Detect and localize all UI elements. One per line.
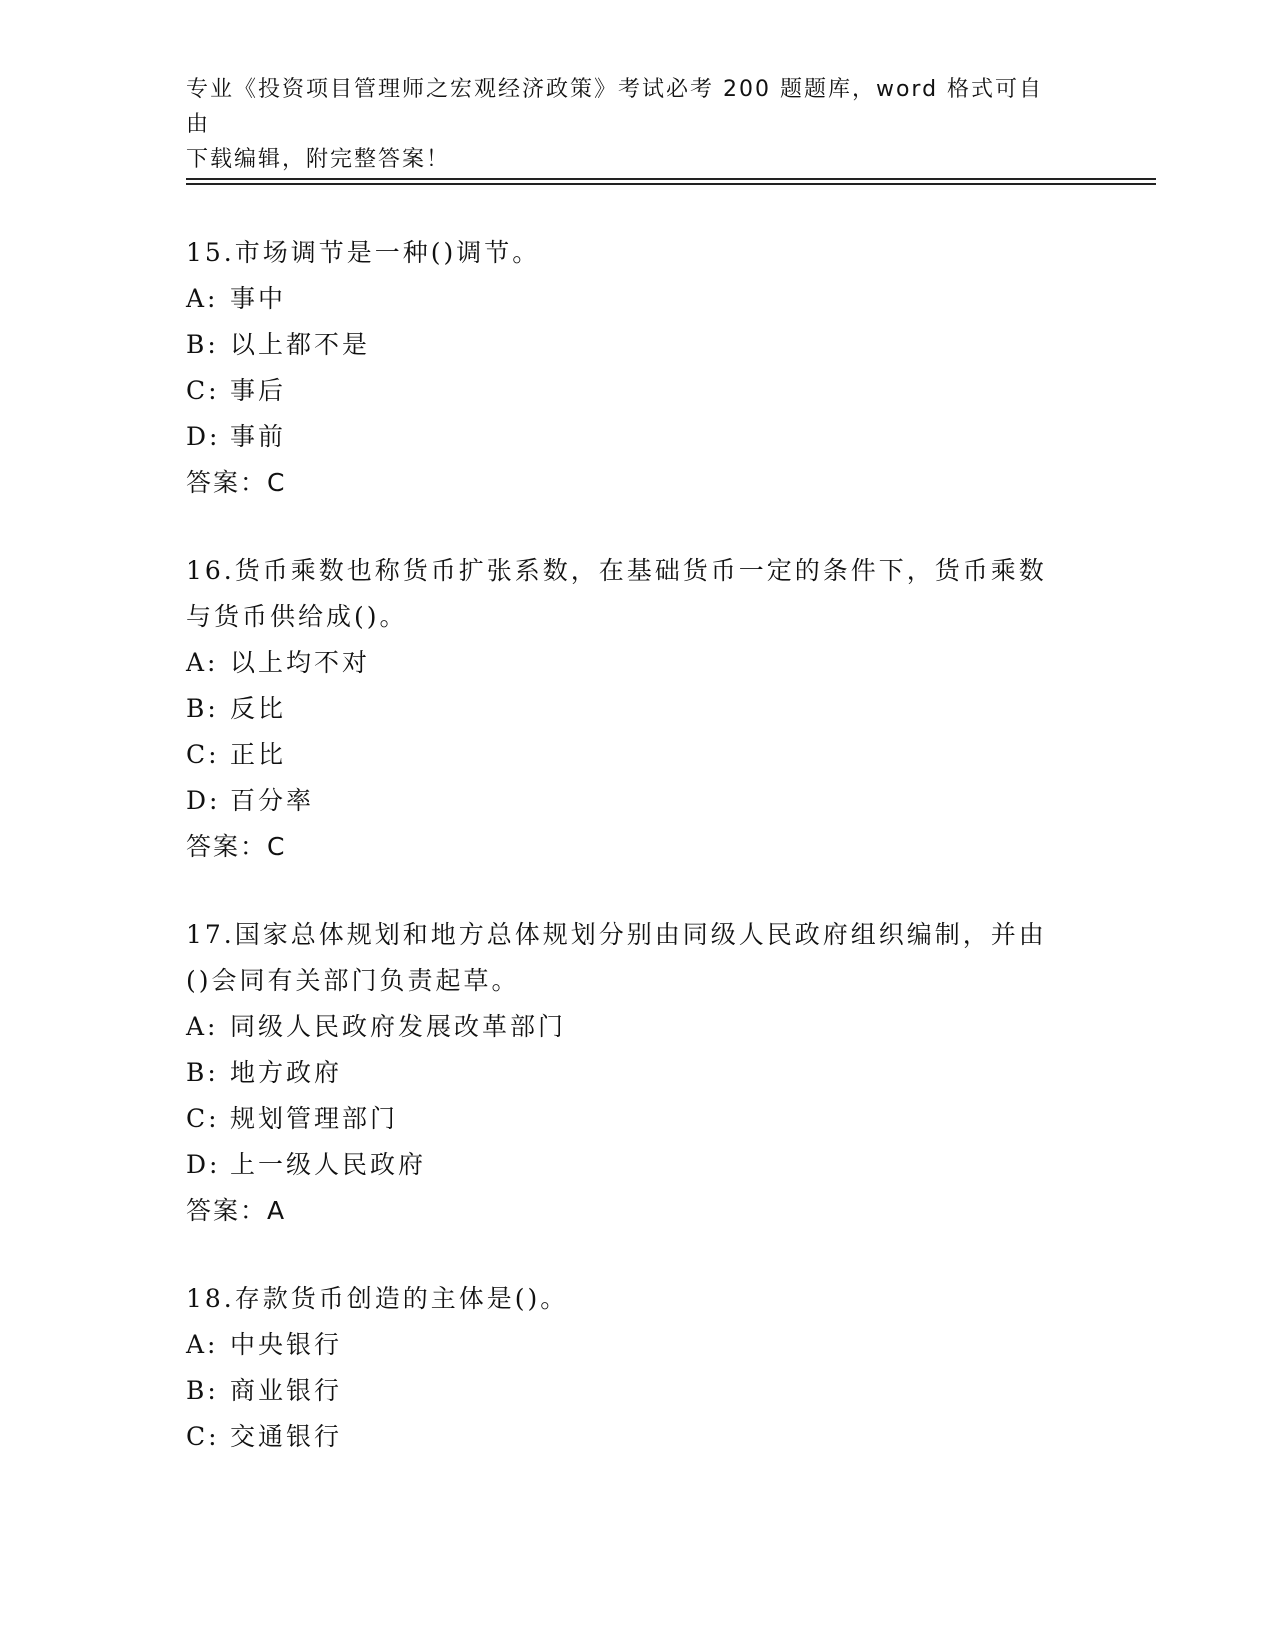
question-16 [186, 548, 1086, 870]
question-15 [186, 230, 1086, 506]
option-letter: D: [186, 1150, 221, 1179]
document-header [186, 72, 1066, 177]
option-text: 正比 [230, 740, 287, 769]
option-letter: C: [186, 740, 220, 769]
option-letter: A: [186, 1012, 219, 1041]
option-letter: B: [186, 330, 219, 359]
option-a[interactable] [186, 276, 1086, 322]
option-text: 百分率 [230, 786, 315, 815]
question-title-continued: ()会同有关部门负责起草。 [186, 966, 520, 995]
answer-line: 答案：C [186, 832, 287, 861]
option-b[interactable] [186, 322, 1086, 368]
header-line-2: 下载编辑，附完整答案！ [186, 147, 451, 172]
option-a[interactable] [186, 1004, 1086, 1050]
option-letter: D: [186, 786, 221, 815]
option-a[interactable] [186, 640, 1086, 686]
option-text: 以上都不是 [230, 330, 371, 359]
option-letter: B: [186, 1058, 219, 1087]
option-letter: D: [186, 422, 221, 451]
option-text: 商业银行 [230, 1376, 343, 1405]
option-d[interactable] [186, 778, 1086, 824]
question-title: 16.货币乘数也称货币扩张系数，在基础货币一定的条件下，货币乘数 [186, 556, 1047, 585]
option-text: 规划管理部门 [230, 1104, 399, 1133]
answer-line: 答案：C [186, 468, 287, 497]
option-text: 中央银行 [230, 1330, 343, 1359]
option-c[interactable] [186, 732, 1086, 778]
question-list [186, 230, 1086, 1502]
option-letter: C: [186, 1422, 220, 1451]
header-divider-bottom [186, 183, 1156, 185]
answer-line: 答案：A [186, 1196, 287, 1225]
option-d[interactable] [186, 414, 1086, 460]
option-letter: C: [186, 1104, 220, 1133]
option-letter: A: [186, 1330, 219, 1359]
option-a[interactable] [186, 1322, 1086, 1368]
question-18 [186, 1276, 1086, 1460]
option-text: 交通银行 [230, 1422, 343, 1451]
option-text: 以上均不对 [230, 648, 371, 677]
option-text: 反比 [230, 694, 287, 723]
option-text: 同级人民政府发展改革部门 [230, 1012, 567, 1041]
header-divider-top [186, 178, 1156, 180]
question-title-continued: 与货币供给成()。 [186, 602, 408, 631]
option-b[interactable] [186, 1050, 1086, 1096]
option-letter: C: [186, 376, 220, 405]
option-d[interactable] [186, 1142, 1086, 1188]
question-17 [186, 912, 1086, 1234]
option-b[interactable] [186, 1368, 1086, 1414]
question-title: 17.国家总体规划和地方总体规划分别由同级人民政府组织编制，并由 [186, 920, 1047, 949]
option-c[interactable] [186, 368, 1086, 414]
option-text: 上一级人民政府 [230, 1150, 427, 1179]
option-c[interactable] [186, 1096, 1086, 1142]
option-letter: A: [186, 284, 219, 313]
option-text: 事中 [230, 284, 287, 313]
option-text: 地方政府 [230, 1058, 343, 1087]
option-letter: B: [186, 694, 219, 723]
option-letter: B: [186, 1376, 219, 1405]
question-title: 18.存款货币创造的主体是()。 [186, 1284, 569, 1313]
option-text: 事前 [230, 422, 287, 451]
option-b[interactable] [186, 686, 1086, 732]
question-title: 15.市场调节是一种()调节。 [186, 238, 541, 267]
option-text: 事后 [230, 376, 287, 405]
option-c[interactable] [186, 1414, 1086, 1460]
header-line-1: 专业《投资项目管理师之宏观经济政策》考试必考 200 题题库，word 格式可自由 [186, 77, 1044, 137]
option-letter: A: [186, 648, 219, 677]
